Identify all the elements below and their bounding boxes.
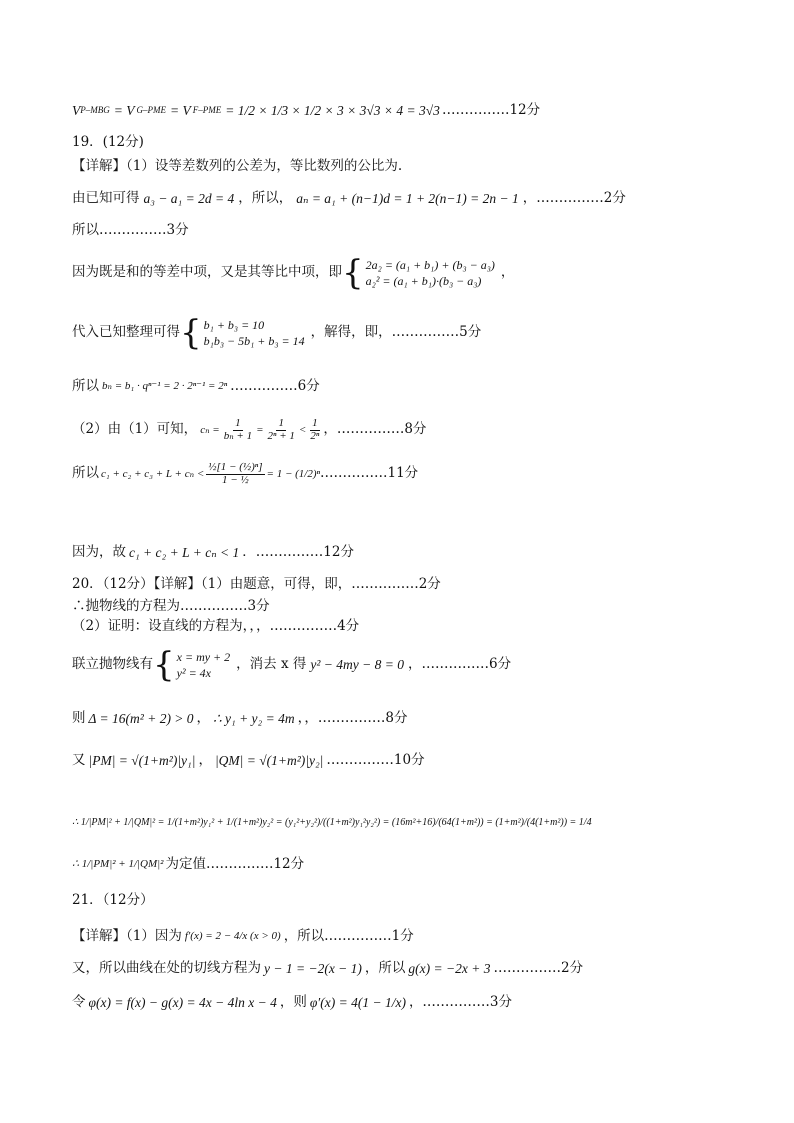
- q20-line1: 20．（12分）【详解】（1）由题意，可得，即，……………2分: [72, 576, 441, 592]
- q19-line7: 所以 c₁ + c₂ + c₃ + L + cₙ < $\frac{\text{½[1 − (½)ⁿ]}}{\text{1 − ½}}$ = 1 − (1/2)ⁿ ……………11分: [72, 461, 419, 486]
- q20-line4: 联立抛物线有 { x = my + 2 y² = 4x ，消去 x 得 y² − 4my − 8 = 0 ，……………6分: [72, 645, 512, 685]
- volume-equation-line: V P–MBG = V G–PME = V F–PME = 1/2 × 1/3 × 1/2 × 3 × 3√3 × 4 = 3√3 ……………12分: [72, 102, 541, 118]
- q20-line7: ∴ 1/|PM|² + 1/|QM|² = 1/(1+m²)y₁² + 1/(1+m²)y₂² = (y₁²+y₂²)/((1+m²)y₁²y₂²) = (16m²+16)/(64(1+m²)) = (1+m²)/(4(1+m²)) = 1/4: [72, 817, 592, 828]
- q19-line8: 因为，故 c₁ + c₂ + L + cₙ < 1 ．……………12分: [72, 544, 354, 560]
- q21-line3: 令 φ(x) = f(x) − g(x) = 4x − 4ln x − 4 ，则 φ′(x) = 4(1 − 1/x) ，……………3分: [72, 994, 513, 1010]
- q20-line2: ∴抛物线的方程为……………3分: [72, 598, 270, 614]
- q19-line3: 因为既是和的等差中项，又是其等比中项，即 { 2a₂ = (a₁ + b₁) + (b₃ − a₃) a₂² = (a₁ + b₁)·(b₃ − a₃) ，: [72, 253, 515, 293]
- q19-line1: 由已知可得 a₃ − a₁ = 2d = 4 ，所以， aₙ = a₁ + (n−1)d = 1 + 2(n−1) = 2n − 1 ，……………2分: [72, 190, 626, 206]
- q20-line3: （2）证明：设直线的方程为，，，……………4分: [72, 618, 360, 634]
- equation-system: x = my + 2 y² = 4x: [176, 649, 231, 680]
- score-marker: ……………11分: [319, 465, 419, 482]
- q21-header: 21．（12分）: [72, 892, 154, 908]
- score-marker: ，……………8分: [323, 421, 427, 438]
- score-marker: ……………12分: [441, 102, 541, 118]
- score-marker: ……………2分: [493, 960, 584, 976]
- q21-line2: 又，所以曲线在处的切线方程为 y − 1 = −2(x − 1) ，所以 g(x) = −2x + 3 ……………2分: [72, 960, 584, 976]
- q19-header: 19．(12分): [72, 134, 144, 150]
- q19-line6: （2）由（1）可知， cₙ = $\frac{1}{\text{bₙ + 1}}$ = $\frac{1}{\text{2ⁿ + 1}}$ < $\frac{1}{\text{2ⁿ}}$ ，……………8分: [72, 417, 427, 442]
- geometric-sum-fraction: $\frac{\text{½[1 − (½)ⁿ]}}{\text{1 − ½}}$: [208, 461, 263, 486]
- equation-system: b₁ + b₃ = 10 b₁b₃ − 5b₁ + b₃ = 14: [203, 317, 305, 348]
- score-marker: ……………6分: [230, 378, 320, 394]
- volume-lhs: V: [72, 103, 81, 118]
- q19-line2: 所以……………3分: [72, 222, 189, 238]
- score-marker: ，……………3分: [408, 994, 513, 1010]
- score-marker: ．……………12分: [242, 544, 354, 560]
- q21-line1: 【详解】（1）因为 f′(x) = 2 − 4/x (x > 0) ，所以……………1分: [72, 928, 414, 944]
- q20-line6: 又 |PM| = √(1+m²)|y₁| ， |QM| = √(1+m²)|y₂| ……………10分: [72, 752, 425, 768]
- q19-detail: 【详解】（1）设等差数列的公差为，等比数列的公比为.: [72, 158, 403, 174]
- q20-line5: 则 Δ = 16(m² + 2) > 0 ， ∴ y₁ + y₂ = 4m ，，……………8分: [72, 710, 408, 726]
- score-marker: ，……………2分: [522, 190, 626, 206]
- score-marker: ，所以……………1分: [283, 928, 414, 944]
- q20-line8: ∴ 1/|PM|² + 1/|QM|² 为定值……………12分: [72, 856, 305, 872]
- q19-line5: 所以 bₙ = b₁ · qⁿ⁻¹ = 2 · 2ⁿ⁻¹ = 2ⁿ ……………6分: [72, 378, 320, 394]
- score-marker: ，，……………8分: [297, 710, 408, 726]
- volume-rhs: = 1/2 × 1/3 × 1/2 × 3 × 3√3 × 4 = 3√3: [225, 103, 440, 118]
- score-marker: ……………10分: [326, 752, 425, 768]
- q19-line4: 代入已知整理可得 { b₁ + b₃ = 10 b₁b₃ − 5b₁ + b₃ = 14 ，解得，即，……………5分: [72, 313, 482, 353]
- equation-system: 2a₂ = (a₁ + b₁) + (b₃ − a₃) a₂² = (a₁ + b₁)·(b₃ − a₃): [365, 257, 495, 288]
- score-marker: ，……………6分: [407, 656, 512, 673]
